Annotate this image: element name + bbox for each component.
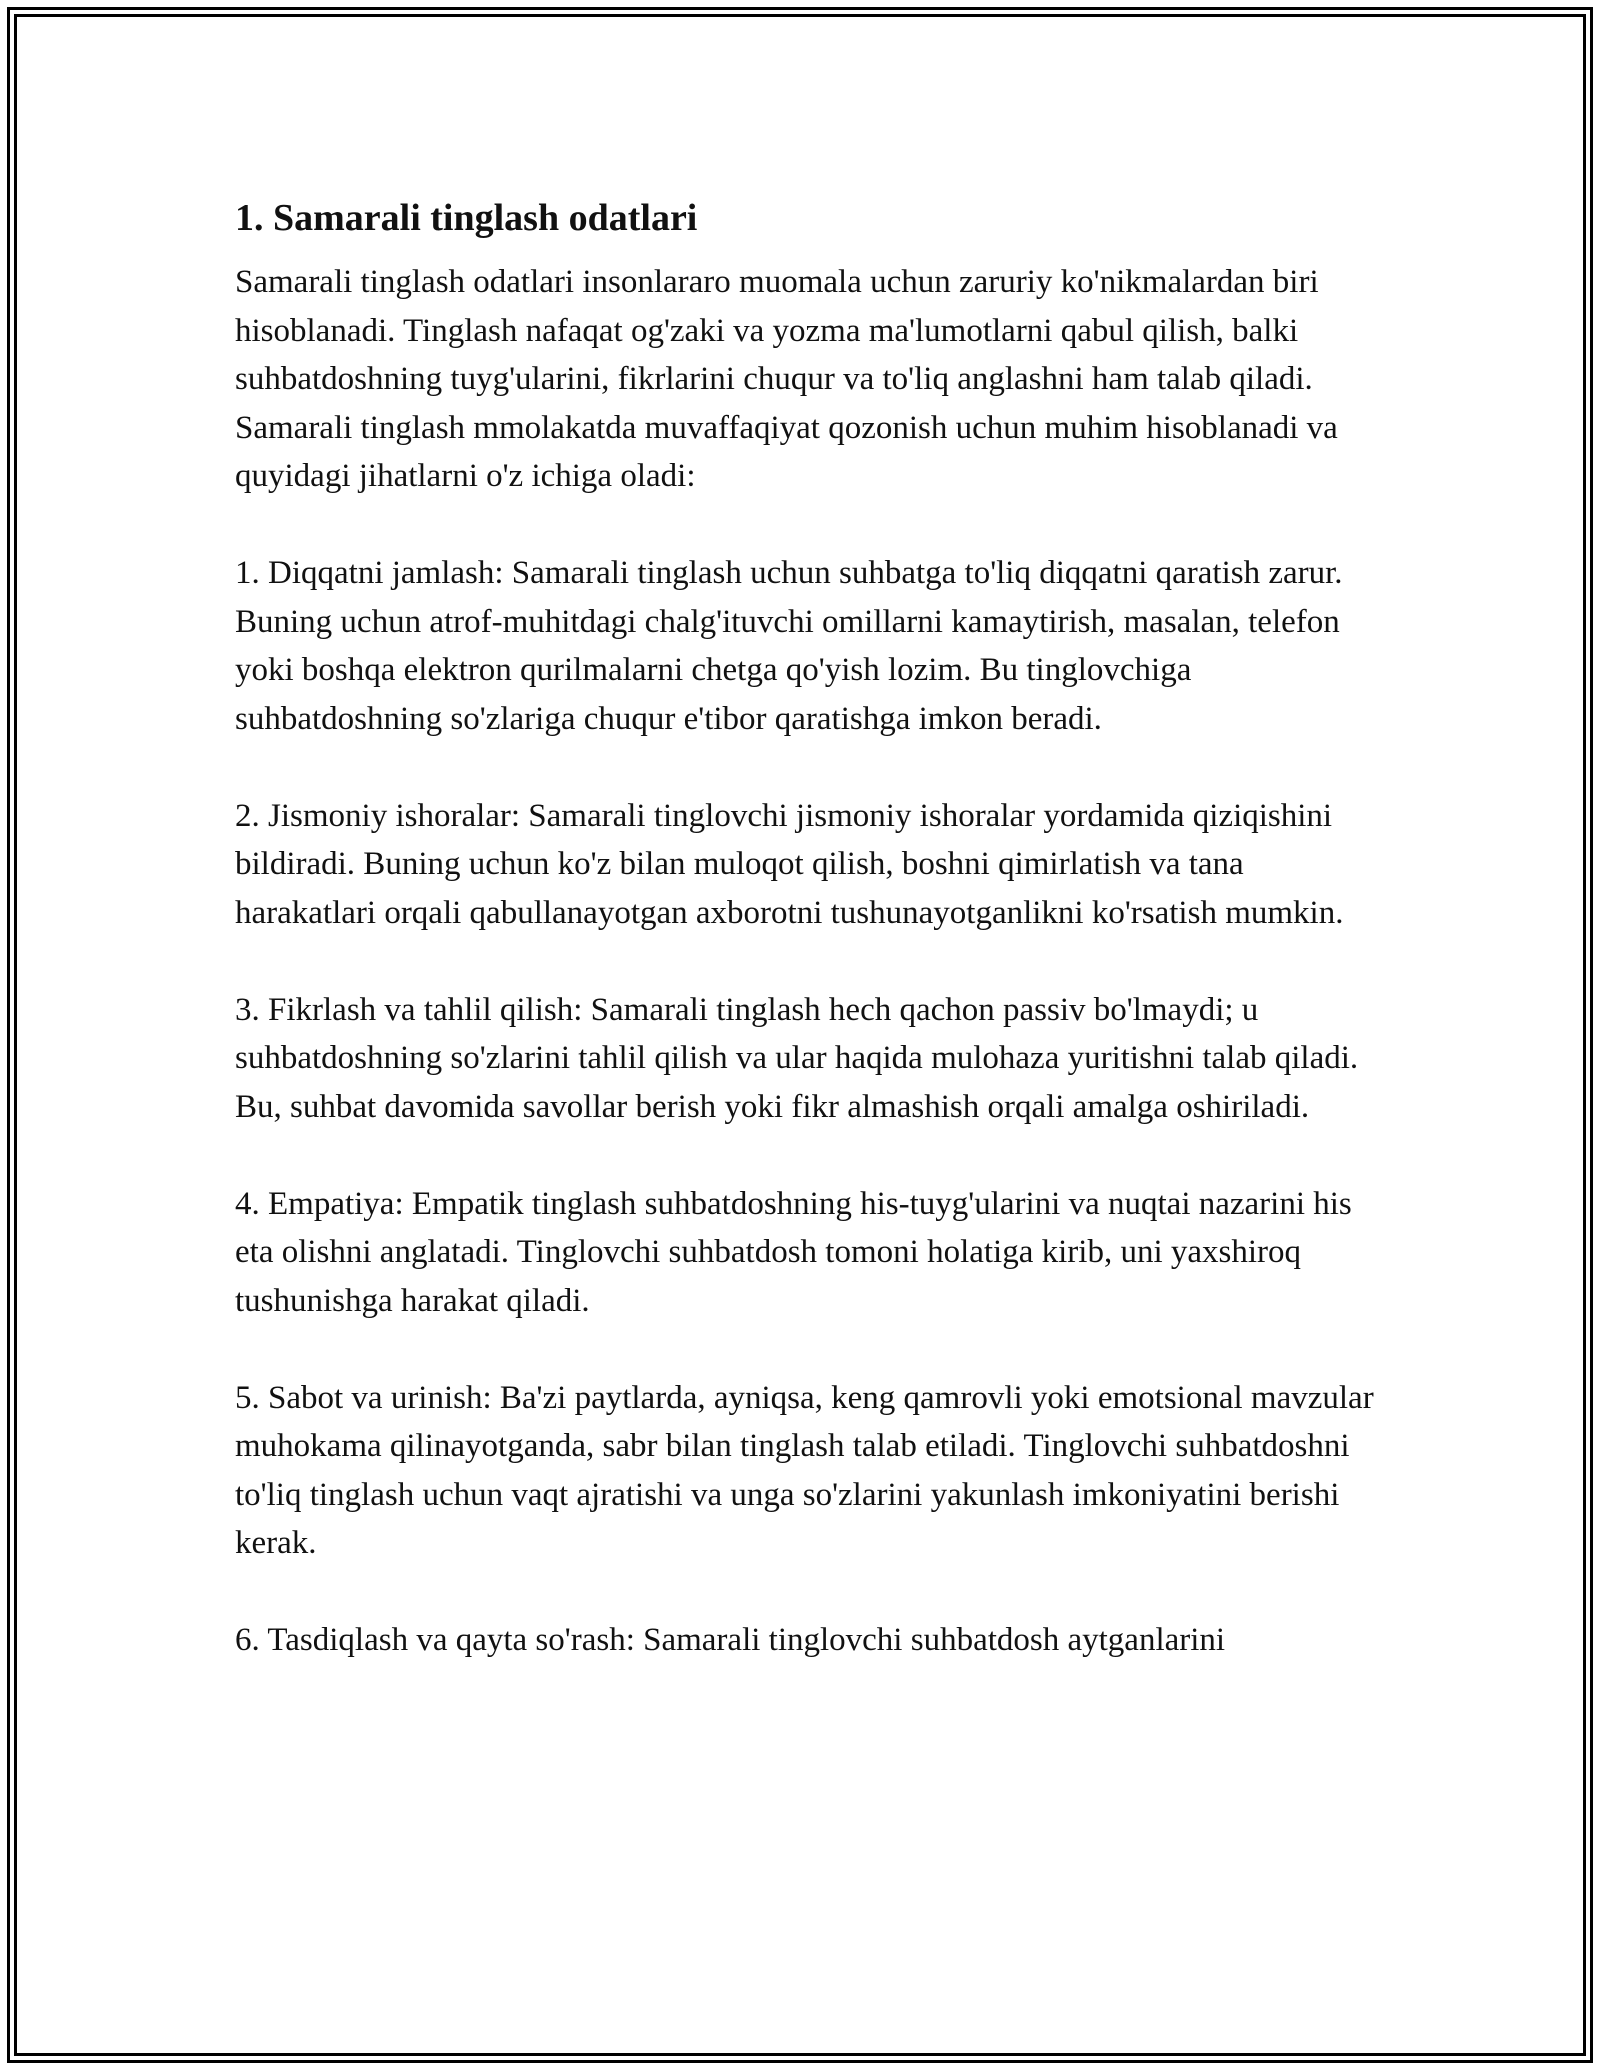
intro-paragraph: Samarali tinglash odatlari insonlararo muomala uchun zaruriy ko'nikmalardan biri hisoblanadi. Tinglash nafaqat og'zaki va yozma ma'lumotlarni qabul qilish, balki suhbatdoshning tuyg'ularini, fikrlarini chuqur va to'liq anglashni ham talab qiladi. Samarali tinglash mmolakatda muvaffaqiyat qozonish uchun muhim hisoblanadi va quyidagi jihatlarni o'z ichiga oladi: [235, 264, 1338, 494]
paragraph-confirmation: 6. Tasdiqlash va qayta so'rash: Samarali tinglovchi suhbatdosh aytganlarini [235, 1622, 1226, 1658]
paragraph-analysis: 3. Fikrlash va tahlil qilish: Samarali tinglash hech qachon passiv bo'lmaydi; u suhbatdoshning so'zlarini tahlil qilish va ular haqida mulohaza yuritishni talab qiladi. Bu, suhbat davomida savollar berish yoki fikr almashish orqali amalga oshiriladi. [235, 991, 1359, 1125]
section-heading: 1. Samarali tinglash odatlari [235, 197, 698, 239]
paragraph-body-language: 2. Jismoniy ishoralar: Samarali tinglovchi jismoniy ishoralar yordamida qiziqishini bildiradi. Buning uchun ko'z bilan muloqot qilish, boshni qimirlatish va tana harakatlari orqali qabullanayotgan axborotni tushunayotganlikni ko'rsatish mumkin. [235, 797, 1344, 931]
paragraph-patience: 5. Sabot va urinish: Ba'zi paytlarda, ayniqsa, keng qamrovli yoki emotsional mavzular muhokama qilinayotganda, sabr bilan tinglash talab etiladi. Tinglovchi suhbatdoshni to'liq tinglash uchun vaqt ajratishi va unga so'zlarini yakunlash imkoniyatini berishi kerak. [235, 1379, 1374, 1561]
document-body [235, 180, 1375, 1665]
paragraph-empathy: 4. Empatiya: Empatik tinglash suhbatdoshning his-tuyg'ularini va nuqtai nazarini his eta olishni anglatadi. Tinglovchi suhbatdosh tomoni holatiga kirib, uni yaxshiroq tushunishga harakat qiladi. [235, 1185, 1352, 1319]
paragraph-focus: 1. Diqqatni jamlash: Samarali tinglash uchun suhbatga to'liq diqqatni qaratish zarur. Buning uchun atrof-muhitdagi chalg'ituvchi omillarni kamaytirish, masalan, telefon yoki boshqa elektron qurilmalarni chetga qo'yish lozim. Bu tinglovchiga suhbatdoshning so'zlariga chuqur e'tibor qaratishga imkon beradi. [235, 555, 1343, 737]
